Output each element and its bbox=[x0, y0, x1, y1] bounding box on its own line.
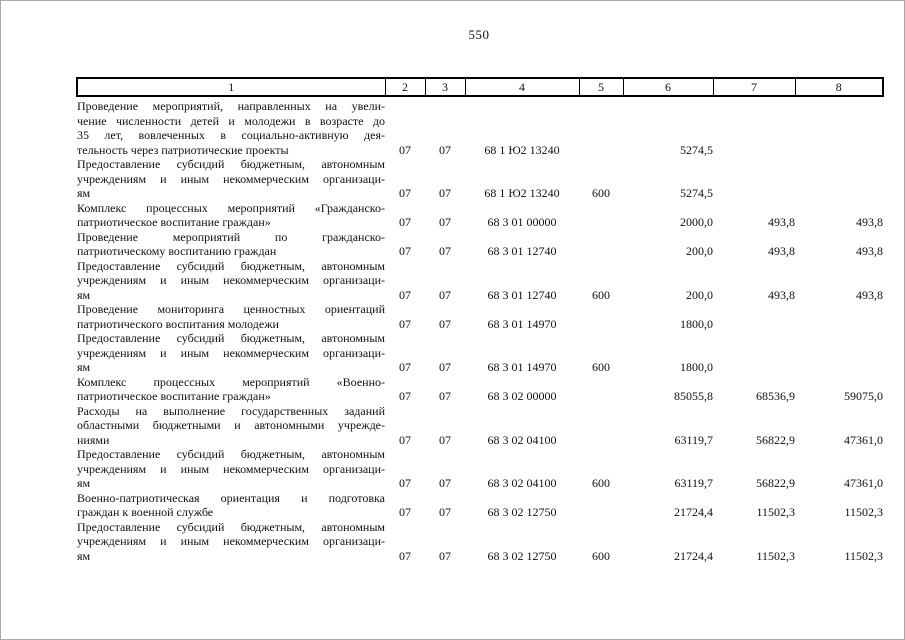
table-row bbox=[77, 447, 883, 491]
label-line: Проведение мониторинга ценностных ориентаций bbox=[77, 302, 385, 316]
row-amount-year1: 63119,7 bbox=[674, 476, 713, 490]
row-section-code: 07 bbox=[399, 476, 411, 490]
row-subsection-code: 07 bbox=[439, 142, 451, 157]
label-line: патриотическое воспитание граждан» bbox=[77, 389, 271, 403]
column-header-3: 3 bbox=[425, 78, 465, 96]
label-line: Предоставление субсидий бюджетным, автономным bbox=[77, 157, 385, 171]
label-line: учреждениям и иным некоммерческим организаци- bbox=[77, 171, 385, 186]
row-subsection-code: 07 bbox=[439, 287, 451, 302]
row-expense-type-code bbox=[579, 302, 623, 331]
label-line: ям bbox=[77, 476, 91, 490]
table-row bbox=[77, 96, 883, 157]
row-expense-type-code bbox=[579, 201, 623, 230]
row-target-article-code: 68 3 02 00000 bbox=[487, 389, 557, 403]
label-line: патриотическому воспитанию граждан bbox=[77, 244, 277, 258]
row-expense-type-code: 600 bbox=[592, 287, 610, 302]
row-amount-year2: 11502,3 bbox=[756, 548, 795, 563]
column-header-1: 1 bbox=[77, 78, 385, 96]
row-target-article-code: 68 3 02 12750 bbox=[487, 505, 557, 519]
label-line: Расходы на выполнение государственных заданий bbox=[77, 403, 385, 418]
row-subsection-code: 07 bbox=[439, 360, 451, 374]
row-label bbox=[77, 230, 385, 259]
row-label bbox=[77, 302, 385, 331]
table-row bbox=[77, 375, 883, 404]
row-amount-year2: 56822,9 bbox=[756, 476, 795, 490]
row-target-article-code: 68 3 02 04100 bbox=[487, 476, 557, 490]
row-amount-year1: 21724,4 bbox=[674, 548, 713, 563]
row-expense-type-code: 600 bbox=[592, 548, 610, 563]
row-amount-year1: 1800,0 bbox=[680, 316, 713, 331]
row-amount-year3: 11502,3 bbox=[844, 548, 883, 563]
row-expense-type-code bbox=[579, 96, 623, 157]
row-amount-year3 bbox=[795, 157, 883, 201]
row-target-article-code: 68 3 01 14970 bbox=[487, 316, 557, 331]
label-line: Предоставление субсидий бюджетным, автономным bbox=[77, 519, 385, 534]
table-row bbox=[77, 259, 883, 303]
row-amount-year2: 493,8 bbox=[768, 287, 795, 302]
row-label bbox=[77, 331, 385, 375]
row-expense-type-code: 600 bbox=[592, 476, 610, 490]
row-subsection-code: 07 bbox=[439, 215, 451, 229]
row-amount-year2 bbox=[713, 302, 795, 331]
row-amount-year3 bbox=[795, 331, 883, 375]
row-section-code: 07 bbox=[399, 186, 411, 200]
label-line: учреждениям и иным некоммерческим организаци- bbox=[77, 534, 385, 548]
table-row bbox=[77, 302, 883, 331]
column-header-5: 5 bbox=[579, 78, 623, 96]
label-line: тельность через патриотические проекты bbox=[77, 142, 289, 157]
row-amount-year2: 493,8 bbox=[768, 215, 795, 229]
table-row bbox=[77, 520, 883, 564]
label-line: Предоставление субсидий бюджетным, автономным bbox=[77, 258, 385, 273]
label-line: ям bbox=[77, 548, 91, 563]
label-line: учреждениям и иным некоммерческим организаци- bbox=[77, 345, 385, 360]
row-amount-year3 bbox=[795, 302, 883, 331]
row-amount-year2: 11502,3 bbox=[756, 505, 795, 519]
row-amount-year1: 21724,4 bbox=[674, 505, 713, 519]
row-label bbox=[77, 491, 385, 520]
row-section-code: 07 bbox=[399, 287, 411, 302]
row-subsection-code: 07 bbox=[439, 316, 451, 331]
row-section-code: 07 bbox=[399, 548, 411, 563]
row-amount-year2: 68536,9 bbox=[756, 389, 795, 403]
row-amount-year2: 56822,9 bbox=[756, 432, 795, 447]
label-line: Комплекс процессных мероприятий «Военно- bbox=[77, 374, 385, 389]
label-line: учреждениям и иным некоммерческим организаци- bbox=[77, 273, 385, 287]
row-subsection-code: 07 bbox=[439, 432, 451, 447]
table-row bbox=[77, 491, 883, 520]
row-expense-type-code: 600 bbox=[592, 360, 610, 374]
row-subsection-code: 07 bbox=[439, 505, 451, 519]
row-label bbox=[77, 404, 385, 448]
row-section-code: 07 bbox=[399, 360, 411, 374]
table-row bbox=[77, 230, 883, 259]
row-target-article-code: 68 3 02 12750 bbox=[487, 548, 557, 563]
label-line: ям bbox=[77, 186, 91, 200]
row-section-code: 07 bbox=[399, 389, 411, 403]
label-line: Военно-патриотическая ориентация и подготовка bbox=[77, 490, 385, 505]
row-amount-year2 bbox=[713, 157, 795, 201]
label-line: областными бюджетными и автономными учрежде- bbox=[77, 418, 385, 432]
row-expense-type-code: 600 bbox=[592, 186, 610, 200]
table-row bbox=[77, 404, 883, 448]
row-subsection-code: 07 bbox=[439, 476, 451, 490]
label-line: чение численности детей и молодежи в возрасте до bbox=[77, 113, 385, 128]
column-header-8: 8 bbox=[795, 78, 883, 96]
row-amount-year1: 63119,7 bbox=[674, 432, 713, 447]
row-section-code: 07 bbox=[399, 244, 411, 258]
header-row bbox=[77, 78, 883, 96]
label-line: патриотического воспитания молодежи bbox=[77, 316, 279, 331]
row-label bbox=[77, 201, 385, 230]
row-amount-year1: 2000,0 bbox=[680, 215, 713, 229]
row-amount-year3: 493,8 bbox=[856, 215, 883, 229]
row-expense-type-code bbox=[579, 375, 623, 404]
row-subsection-code: 07 bbox=[439, 186, 451, 200]
page-number: 550 bbox=[468, 27, 490, 42]
row-amount-year2 bbox=[713, 331, 795, 375]
row-label bbox=[77, 520, 385, 564]
table-header bbox=[77, 78, 883, 96]
row-label bbox=[77, 447, 385, 491]
row-subsection-code: 07 bbox=[439, 548, 451, 563]
table-body bbox=[77, 96, 883, 563]
row-amount-year1: 5274,5 bbox=[680, 142, 713, 157]
row-amount-year2 bbox=[713, 96, 795, 157]
row-amount-year1: 5274,5 bbox=[680, 186, 713, 200]
row-amount-year3 bbox=[795, 96, 883, 157]
row-amount-year1: 1800,0 bbox=[680, 360, 713, 374]
label-line: Проведение мероприятий, направленных на увели- bbox=[77, 99, 385, 113]
row-section-code: 07 bbox=[399, 505, 411, 519]
label-line: ям bbox=[77, 360, 91, 374]
row-amount-year3: 11502,3 bbox=[844, 505, 883, 519]
column-header-4: 4 bbox=[465, 78, 579, 96]
row-target-article-code: 68 3 01 12740 bbox=[487, 244, 557, 258]
label-line: ниями bbox=[77, 432, 110, 447]
label-line: Комплекс процессных мероприятий «Гражданско- bbox=[77, 200, 385, 215]
row-expense-type-code bbox=[579, 491, 623, 520]
row-amount-year2: 493,8 bbox=[768, 244, 795, 258]
row-label bbox=[77, 375, 385, 404]
column-header-6: 6 bbox=[623, 78, 713, 96]
row-target-article-code: 68 3 01 14970 bbox=[487, 360, 557, 374]
row-amount-year3: 59075,0 bbox=[844, 389, 883, 403]
row-amount-year3: 47361,0 bbox=[844, 432, 883, 447]
row-target-article-code: 68 3 02 04100 bbox=[487, 432, 557, 447]
label-line: 35 лет, вовлеченных в социально-активную дея- bbox=[77, 128, 385, 142]
row-expense-type-code bbox=[579, 404, 623, 448]
row-subsection-code: 07 bbox=[439, 389, 451, 403]
label-line: Предоставление субсидий бюджетным, автономным bbox=[77, 447, 385, 461]
column-header-2: 2 bbox=[385, 78, 425, 96]
row-target-article-code: 68 1 Ю2 13240 bbox=[484, 142, 560, 157]
label-line: учреждениям и иным некоммерческим организаци- bbox=[77, 461, 385, 476]
row-target-article-code: 68 3 01 12740 bbox=[487, 287, 557, 302]
label-line: граждан к военной службе bbox=[77, 505, 214, 519]
label-line: патриотическое воспитание граждан» bbox=[77, 215, 271, 229]
row-section-code: 07 bbox=[399, 432, 411, 447]
row-label bbox=[77, 259, 385, 303]
row-section-code: 07 bbox=[399, 215, 411, 229]
row-amount-year3: 493,8 bbox=[856, 287, 883, 302]
row-label bbox=[77, 96, 385, 157]
row-subsection-code: 07 bbox=[439, 244, 451, 258]
row-amount-year1: 85055,8 bbox=[674, 389, 713, 403]
row-target-article-code: 68 3 01 00000 bbox=[487, 215, 557, 229]
row-label bbox=[77, 157, 385, 201]
label-line: ям bbox=[77, 287, 91, 302]
table-row bbox=[77, 157, 883, 201]
table-row bbox=[77, 201, 883, 230]
row-section-code: 07 bbox=[399, 142, 411, 157]
row-expense-type-code bbox=[579, 230, 623, 259]
row-amount-year1: 200,0 bbox=[686, 244, 713, 258]
table-row bbox=[77, 331, 883, 375]
column-header-7: 7 bbox=[713, 78, 795, 96]
label-line: Предоставление субсидий бюджетным, автономным bbox=[77, 331, 385, 345]
budget-table bbox=[76, 77, 884, 563]
row-section-code: 07 bbox=[399, 316, 411, 331]
row-amount-year3: 47361,0 bbox=[844, 476, 883, 490]
label-line: Проведение мероприятий по гражданско- bbox=[77, 229, 385, 244]
row-target-article-code: 68 1 Ю2 13240 bbox=[484, 186, 560, 200]
row-amount-year1: 200,0 bbox=[686, 287, 713, 302]
row-amount-year3: 493,8 bbox=[856, 244, 883, 258]
